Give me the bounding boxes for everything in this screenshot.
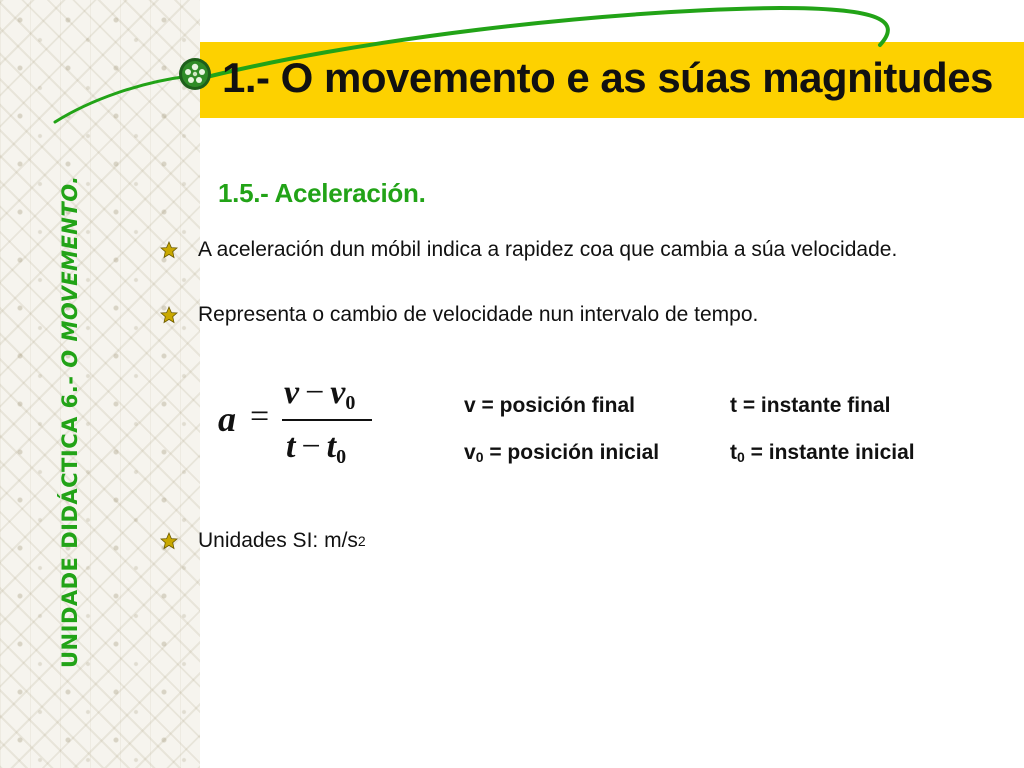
def-v0-base: v	[464, 441, 476, 464]
formula-den-var0: t	[326, 428, 337, 465]
def-v0-text: = posición inicial	[483, 441, 660, 464]
formula-num-sub: 0	[345, 392, 356, 414]
bullet-text-2: Representa o cambio de velocidade nun intervalo de tempo.	[198, 303, 759, 326]
sidebar-unit-label	[58, 175, 82, 668]
bullet-item-units: Unidades SI: m/s 2	[160, 529, 366, 553]
def-t-final: t = instante final	[730, 394, 891, 417]
def-t0-text: = instante inicial	[744, 441, 915, 464]
def-v0-sub: 0	[475, 449, 484, 465]
bullet-item-1	[160, 238, 897, 262]
formula-num-var: v	[284, 374, 300, 411]
molecule-logo-icon	[178, 57, 212, 91]
sidebar-texture	[0, 0, 200, 768]
sidebar-unit-topic: O MOVEMENTO.	[58, 175, 82, 368]
def-v-initial	[464, 441, 659, 465]
acceleration-formula	[214, 370, 384, 480]
section-subtitle: 1.5.- Aceleración.	[218, 178, 426, 208]
star-bullet-icon	[160, 241, 178, 259]
formula-num-minus: −	[305, 374, 325, 411]
formula-den-sub: 0	[336, 446, 347, 468]
def-t-initial	[730, 441, 915, 465]
formula-equals: =	[250, 398, 270, 435]
formula-den-var: t	[286, 428, 296, 465]
def-t0-base: t	[730, 441, 737, 464]
formula-fraction-bar	[282, 419, 372, 421]
formula-numerator	[284, 374, 355, 415]
formula-den-minus: −	[301, 428, 321, 465]
formula-denominator	[286, 428, 346, 469]
def-v-final: v = posición final	[464, 394, 635, 417]
star-bullet-icon	[160, 532, 178, 550]
bullet-text-1: A aceleración dun móbil indica a rapidez coa que cambia a súa velocidade.	[198, 238, 898, 261]
sidebar-unit-main: UNIDADE DIDÁCTICA 6.-	[58, 367, 82, 668]
page-title: 1.- O movemento e as súas magnitudes	[222, 54, 993, 101]
star-bullet-icon	[160, 306, 178, 324]
bullet-item-2	[160, 303, 758, 327]
formula-lhs: a	[218, 399, 236, 439]
formula-num-var0: v	[330, 374, 346, 411]
def-t0-sub: 0	[737, 449, 745, 465]
units-text: Unidades SI: m/s	[198, 529, 358, 552]
